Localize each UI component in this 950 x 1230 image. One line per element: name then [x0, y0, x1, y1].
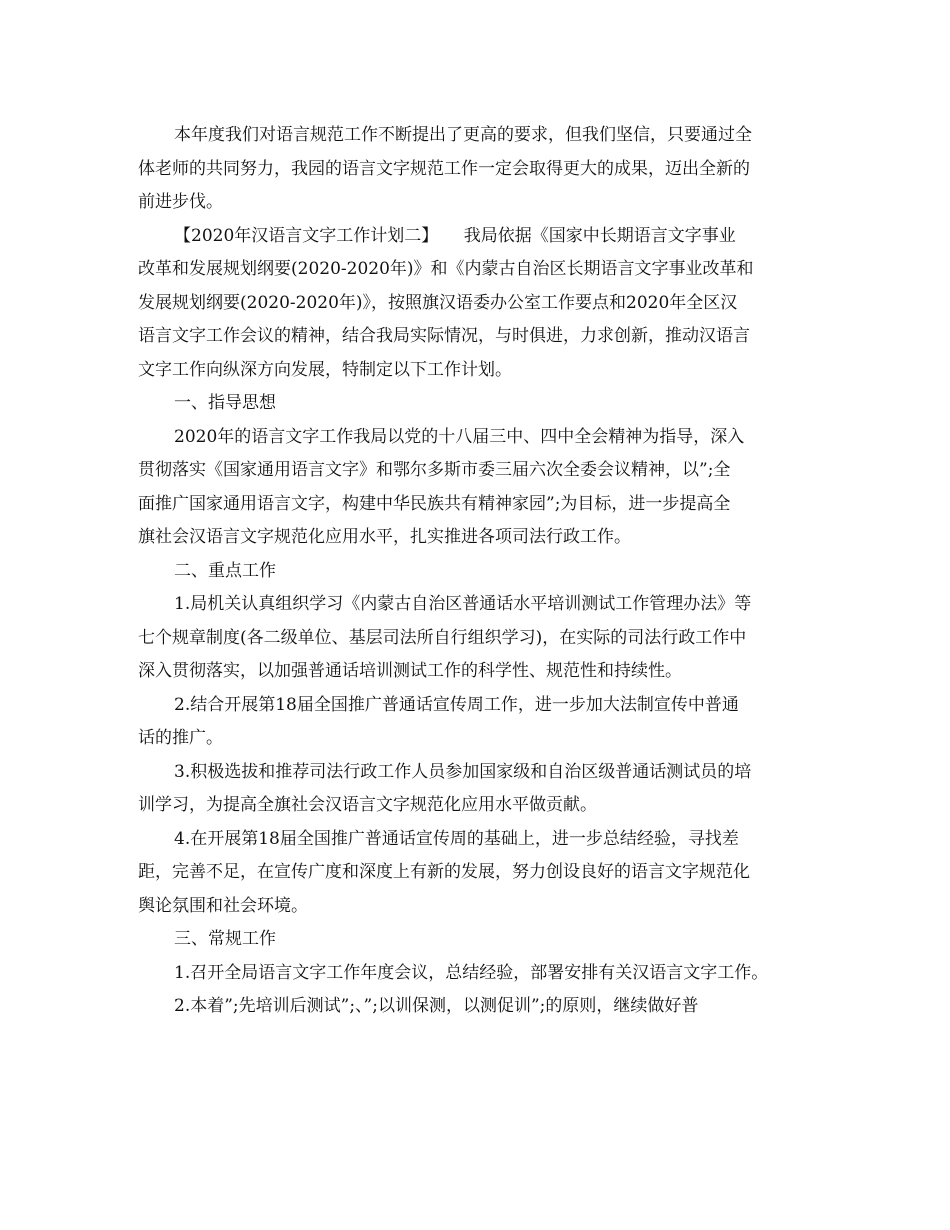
- paragraph-key-work-4: [138, 823, 828, 924]
- text-line: 3.积极选拔和推荐司法行政工作人员参加国家级和自治区级普通话测试员的培: [174, 761, 752, 782]
- paragraph-key-work-3: [138, 756, 828, 823]
- paragraph-guiding-thought: [138, 421, 828, 555]
- text-line: 训学习，为提高全旗社会汉语言文字规范化应用水平做贡献。: [138, 795, 597, 815]
- text-line: 语言文字工作会议的精神，结合我局实际情况，与时俱进，力求创新，推动汉语言: [138, 326, 750, 346]
- section-heading-key-work: 二、重点工作: [174, 560, 276, 581]
- text-line: 贯彻落实《国家通用语言文字》和鄂尔多斯市委三届六次全委会议精神，以”;全: [138, 460, 731, 480]
- text-line: 发展规划纲要(2020-2020年)》，按照旗汉语委办公室工作要点和2020年全区汉: [138, 292, 738, 313]
- text-line: 深入贯彻落实，以加强普通话培训测试工作的科学性、规范性和持续性。: [138, 661, 682, 681]
- text-line: 文字工作向纵深方向发展，特制定以下工作计划。: [138, 359, 512, 380]
- text-line: 舆论氛围和社会环境。: [138, 895, 308, 916]
- text-line: 2.本着”;先培训后测试”;、”;以训保测，以测促训”;的原则，继续做好普: [174, 996, 699, 1016]
- text-line: 前进步伐。: [138, 192, 223, 212]
- paragraph-conclusion: [138, 119, 828, 220]
- document-body: [138, 119, 828, 1024]
- paragraph-plan-intro: [138, 220, 828, 388]
- text-line: 话的推广。: [138, 728, 223, 748]
- paragraph-key-work-1: [138, 588, 828, 689]
- text-line: 1.召开全局语言文字工作年度会议，总结经验，部署安排有关汉语言文字工作。: [174, 962, 769, 983]
- text-line: 改革和发展规划纲要(2020-2020年)》和《内蒙古自治区长期语言文字事业改革和: [138, 259, 754, 279]
- text-line: 1.局机关认真组织学习《内蒙古自治区普通话水平培训测试工作管理办法》等: [174, 594, 752, 614]
- text-line: 本年度我们对语言规范工作不断提出了更高的要求，但我们坚信，只要通过全: [174, 125, 752, 145]
- text-line: 2.结合开展第18届全国推广普通话宣传周工作，进一步加大法制宣传中普通: [174, 694, 739, 715]
- text-line: 体老师的共同努力，我园的语言文字规范工作一定会取得更大的成果，迈出全新的: [138, 158, 750, 179]
- text-line: 面推广国家通用语言文字，构建中华民族共有精神家园”;为目标，进一步提高全: [138, 493, 731, 514]
- text-line: 距，完善不足，在宣传广度和深度上有新的发展，努力创设良好的语言文字规范化: [138, 862, 750, 882]
- text-line: 2020年的语言文字工作我局以党的十八届三中、四中全会精神为指导，深入: [174, 426, 745, 447]
- paragraph-key-work-2: [138, 689, 828, 756]
- section-heading-guiding-thought: 一、指导思想: [174, 393, 276, 413]
- text-line: 【2020年汉语言文字工作计划二】 我局依据《国家中长期语言文字事业: [174, 225, 736, 246]
- paragraph-routine-work-1: [138, 957, 828, 991]
- paragraph-routine-work-2: [138, 990, 828, 1024]
- text-line: 七个规章制度(各二级单位、基层司法所自行组织学习)，在实际的司法行政工作中: [138, 627, 747, 648]
- text-line: 4.在开展第18届全国推广普通话宣传周的基础上，进一步总结经验，寻找差: [174, 828, 739, 849]
- text-line: 旗社会汉语言文字规范化应用水平，扎实推进各项司法行政工作。: [138, 527, 631, 547]
- section-heading-routine-work: 三、常规工作: [174, 929, 276, 949]
